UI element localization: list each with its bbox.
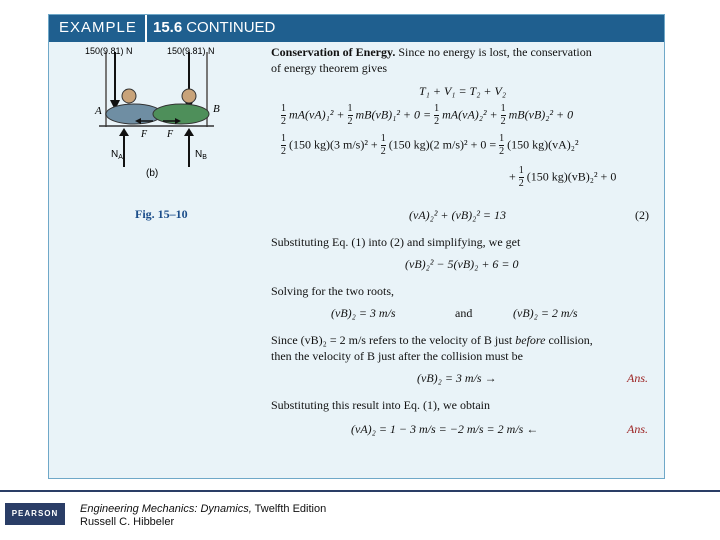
half-2: $\frac{1}{2}$	[347, 103, 353, 127]
since-text-before: before	[515, 333, 546, 347]
substitution-text: Substituting Eq. (1) into (2) and simplifying, we get	[271, 235, 521, 249]
normal-arrowhead-b	[184, 128, 194, 136]
normal-label-b	[195, 149, 207, 161]
part-label: (b)	[146, 168, 159, 179]
kinetic-equation	[281, 104, 573, 127]
free-body-diagram	[49, 42, 259, 242]
normal-a-subscript: A	[118, 154, 123, 161]
force-label-a: 150(9.81) N	[85, 46, 133, 56]
result-va: (vA)₂ = 1 − 3 m/s = −2 m/s = 2 m/s ←	[351, 422, 539, 436]
since-text-c: collision,	[545, 333, 593, 347]
energy-text-2: of energy theorem gives	[271, 61, 388, 75]
force-f-label-1: F	[141, 129, 148, 140]
book-edition: Twelfth Edition	[251, 503, 327, 515]
numeric-term-1: (150 kg)(3 m/s)² +	[289, 137, 381, 152]
header-divider	[145, 15, 147, 42]
half-3: $\frac{1}{2}$	[434, 103, 440, 127]
normal-a-letter: N	[111, 149, 119, 160]
footer-rule	[0, 490, 720, 492]
plus-sign: +	[509, 169, 516, 184]
publisher-logo: PEARSON	[5, 503, 65, 525]
root-2: (vB)₂ = 2 m/s	[513, 306, 578, 320]
half-5: $\frac{1}{2}$	[281, 133, 286, 157]
energy-heading: Conservation of Energy.	[271, 45, 396, 59]
half-1: $\frac{1}{2}$	[281, 103, 286, 127]
since-line-1	[271, 333, 593, 348]
continued-label: CONTINUED	[186, 19, 276, 36]
energy-text-1: Since no energy is lost, the conservation	[395, 45, 592, 59]
point-label-b: B	[213, 103, 220, 115]
numeric-term-2: (150 kg)(2 m/s)² + 0 =	[388, 137, 500, 152]
book-author: Russell C. Hibbeler	[80, 516, 175, 528]
since-line-2: then the velocity of B just after the collision must be	[271, 349, 523, 363]
kinetic-term-a1: mA(vA)₁² +	[289, 107, 348, 122]
kinetic-term-b1: mB(vB)₁² + 0 =	[355, 107, 435, 122]
driver-a	[122, 89, 136, 103]
example-number	[153, 19, 275, 36]
numeric-term-3: (150 kg)(vA)₂²	[507, 137, 579, 152]
energy-equation: T₁ + V₁ = T₂ + V₂	[419, 84, 506, 98]
solution-content	[269, 42, 664, 472]
half-6: $\frac{1}{2}$	[380, 133, 386, 157]
example-label: EXAMPLE	[59, 19, 137, 36]
answer-label-1: Ans.	[627, 371, 648, 385]
substitution-text-2: Substituting this result into Eq. (1), we obtain	[271, 398, 490, 412]
kinetic-term-a2: mA(vA)₂² +	[442, 107, 501, 122]
force-label-b: 150(9.81) N	[167, 46, 215, 56]
normal-arrowhead-a	[119, 128, 129, 136]
normal-b-letter: N	[195, 149, 203, 160]
point-label-a: A	[95, 105, 102, 117]
result-vb: (vB)₂ = 3 m/s →	[417, 371, 497, 385]
since-text-a: Since (vB)₂ = 2 m/s refers to the velocity of B just	[271, 333, 516, 347]
half-7: $\frac{1}{2}$	[499, 133, 505, 157]
equation-2-tag: (2)	[635, 208, 649, 222]
equation-2: (vA)₂² + (vB)₂² = 13	[409, 208, 507, 222]
answer-label-2: Ans.	[627, 422, 648, 436]
example-header	[49, 15, 664, 42]
example-number-value: 15.6	[153, 19, 183, 36]
roots-text: Solving for the two roots,	[271, 284, 394, 298]
numeric-equation	[281, 134, 579, 157]
kinetic-term-b2: mB(vB)₂² + 0	[508, 107, 574, 122]
slide-panel	[48, 14, 665, 479]
normal-b-subscript: B	[202, 154, 207, 161]
normal-label-a	[111, 149, 123, 161]
energy-line-1	[271, 45, 592, 60]
numeric-equation-cont	[509, 166, 616, 189]
and-text: and	[455, 306, 473, 320]
book-citation	[80, 503, 326, 529]
driver-b	[182, 89, 196, 103]
half-4: $\frac{1}{2}$	[500, 103, 506, 127]
numeric-term-4: (150 kg)(vB)₂² + 0	[526, 169, 617, 184]
force-f-label-2: F	[167, 129, 174, 140]
quadratic-equation: (vB)₂² − 5(vB)₂ + 6 = 0	[405, 257, 519, 271]
root-1: (vB)₂ = 3 m/s	[331, 306, 396, 320]
figure-caption: Fig. 15–10	[135, 207, 188, 221]
half-8: $\frac{1}{2}$	[518, 165, 524, 189]
footer	[0, 490, 720, 540]
book-title: Engineering Mechanics: Dynamics,	[80, 503, 252, 515]
